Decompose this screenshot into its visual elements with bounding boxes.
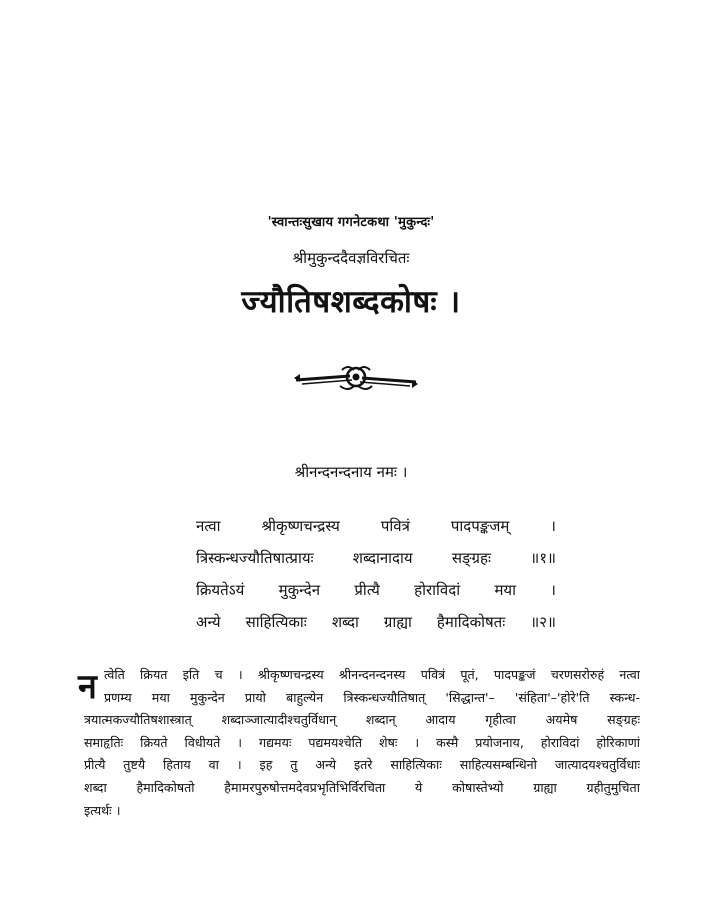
drop-cap: न	[78, 667, 97, 707]
commentary	[78, 664, 640, 822]
verse-line: नत्वा श्रीकृष्णचन्द्रस्य पवित्रं पादपङ्कजम् ।	[196, 517, 556, 535]
verse-line: क्रियतेऽयं मुकुन्देन प्रीत्यै होराविदां मया ।	[196, 581, 556, 599]
commentary-line: त्रयात्मकज्यौतिषशास्त्रात् शब्दाञ्जात्यादीश्चतुर्विधान् शब्दान् आदाय गृहीत्वा अयमेष सङ्ग्रहः	[84, 712, 640, 728]
commentary-line: प्रीत्यै तुष्टयै हिताय वा । इह तु अन्ये इतरे साहित्यिकाः साहित्यसम्बन्धिनो जात्यादयश्चतुर्विधाः	[84, 757, 640, 773]
verse-block	[196, 510, 556, 638]
verse-line: त्रिस्कन्धज्यौतिषात्प्रायः शब्दानादाय सङ्ग्रहः ॥१॥	[196, 549, 556, 567]
author-byline: श्रीमुकुन्ददैवज्ञविरचितः	[292, 249, 410, 267]
commentary-line: प्रणम्य मया मुकुन्देन प्रायो बाहुल्येन त्रिस्कन्धज्यौतिषात् 'सिद्धान्त'– 'संहिता'–'होरे'ति स्कन्ध-	[104, 689, 640, 705]
page-title: ज्यौतिषशब्दकोषः ।	[241, 284, 461, 320]
commentary-line: त्वेति क्रियत इति च । श्रीकृष्णचन्द्रस्य श्रीनन्दनन्दनस्य पवित्रं पूतं, पादपङ्कजं चरणसरोरुहं नत्वा	[104, 667, 640, 682]
commentary-line: समाहृतिः क्रियते विधीयते । गद्यमयः पद्यमयश्चेति शेषः । कस्मै प्रयोजनाय, होराविदां होरिकाणां	[84, 734, 640, 750]
verse-line: अन्ये साहित्यिकाः शब्दा ग्राह्या हैमादिकोषतः ॥२॥	[196, 613, 556, 631]
decorative-ornament-icon	[292, 362, 420, 392]
motto: 'स्वान्तःसुखाय गगनेटकथा 'मुकुन्दः'	[267, 215, 435, 230]
commentary-line: शब्दा हैमादिकोषतो हैमामरपुरुषोत्तमदेवप्रभृतिभिर्विरचिता ये कोषास्तेभ्यो ग्राह्या ग्रहीतुमुचिता	[84, 779, 640, 795]
invocation: श्रीनन्दनन्दनाय नमः ।	[294, 463, 408, 481]
commentary-line: इत्यर्थः ।	[84, 802, 121, 818]
